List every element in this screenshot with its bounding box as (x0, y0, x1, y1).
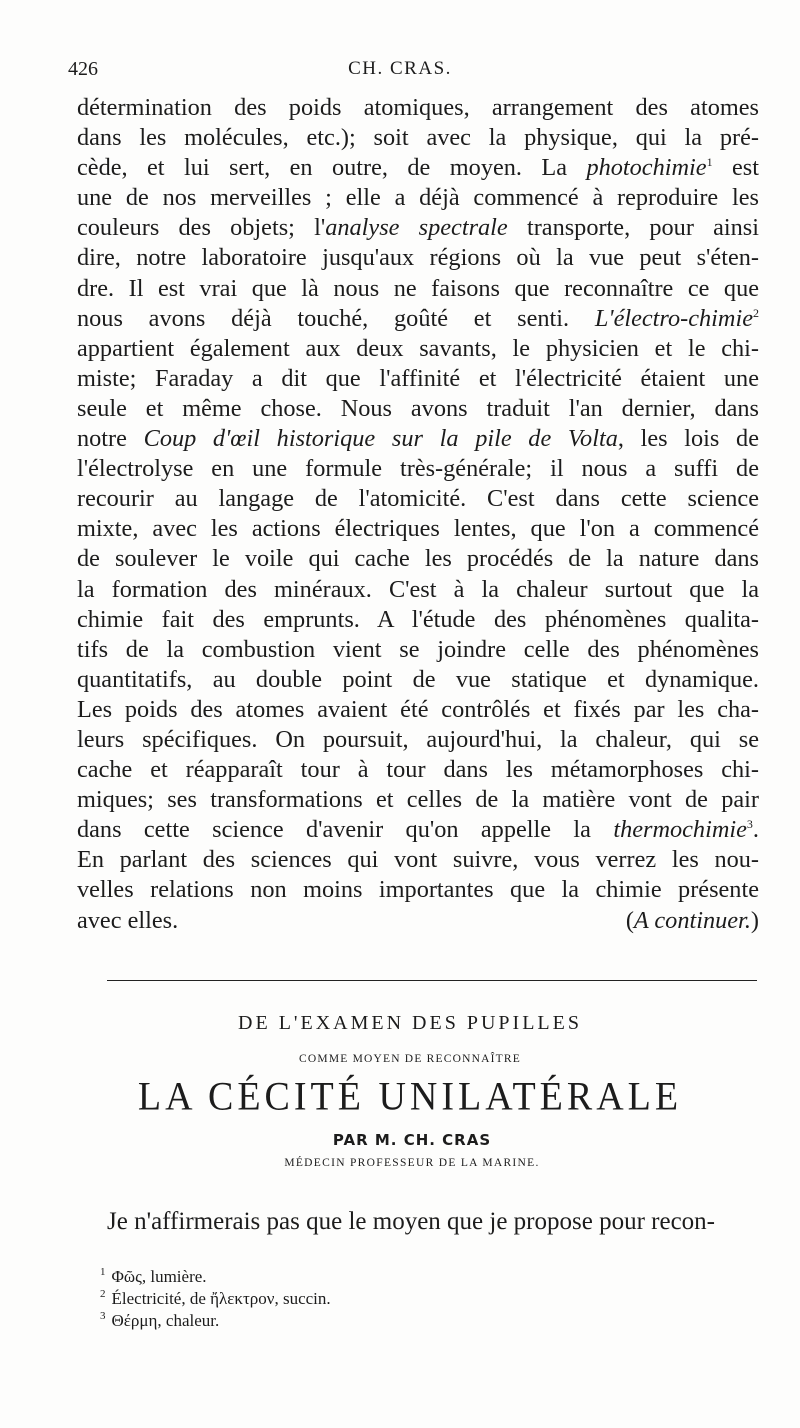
text-line: l'électrolyse en une formule très-générale; il nous a suffi de (77, 455, 759, 483)
text-line: de soulever le voile qui cache les procédés de la nature dans (77, 545, 759, 573)
text-line: couleurs des objets; l'analyse spectrale transporte, pour ainsi (77, 214, 760, 242)
text-line: dre. Il est vrai que là nous ne faisons que reconnaître ce que (77, 274, 759, 302)
article-author: PAR M. CH. CRAS (332, 1131, 492, 1149)
text-line: notre Coup d'œil historique sur la pile de Volta, les lois de (77, 425, 759, 453)
article-pretitle: DE L'EXAMEN DES PUPILLES (238, 1012, 582, 1034)
italic-term: photochimie (586, 154, 707, 182)
text-line: mixte, avec les actions électriques lentes, que l'on a commencé (77, 515, 759, 543)
italic-term: L'électro-chimie (594, 304, 753, 332)
author-role: MÉDECIN PROFESSEUR DE LA MARINE. (284, 1157, 540, 1169)
text-line: nous avons déjà touché, goûté et senti. L'électro-chimie$^2$ (77, 304, 759, 332)
footnote (100, 1266, 331, 1288)
italic-term: analyse spectrale (325, 214, 508, 242)
text-line: tifs de la combustion vient se joindre celle des phénomènes (77, 635, 759, 663)
footnote-text: Φῶς, lumière. (111, 1267, 207, 1286)
italic-term: thermochimie (613, 816, 747, 844)
text-line: dire, notre laboratoire jusqu'aux régions où la vue peut s'éten- (77, 244, 759, 272)
running-head (68, 58, 732, 88)
footnotes (100, 1266, 331, 1332)
continuation-note: (A continuer.) (625, 906, 759, 934)
footnote-mark: 1 (100, 1266, 106, 1279)
article-heading (0, 1012, 800, 1169)
article-title: LA CÉCITÉ UNILATÉRALE (137, 1074, 683, 1120)
text-line: miques; ses transformations et celles de la matière vont de pair (77, 786, 759, 814)
body-text (77, 93, 759, 936)
text-line: cache et réapparaît tour à tour dans les métamorphoses chi- (77, 756, 759, 784)
footnote-text: Électricité, de ἤλεκτρον, succin. (111, 1289, 331, 1308)
running-title: CH. CRAS. (348, 58, 452, 79)
text-line: une de nos merveilles ; elle a déjà commencé à reproduire les (77, 184, 759, 212)
text-line: quantitatifs, au double point de vue statique et dynamique. (77, 665, 759, 693)
text-line: Les poids des atomes avaient été contrôlés et fixés par les cha- (77, 695, 759, 723)
text-line: dans les molécules, etc.); soit avec la physique, qui la pré- (77, 124, 759, 152)
page-number: 426 (68, 58, 98, 80)
footnote-ref[interactable]: 2 (753, 305, 759, 320)
text-line: velles relations non moins importantes que la chimie présente (77, 876, 759, 904)
text-line: cède, et lui sert, en outre, de moyen. La photochimie$^1$ est (77, 154, 759, 182)
section-divider (107, 980, 757, 981)
text-line: leurs spécifiques. On poursuit, aujourd'hui, la chaleur, qui se (77, 725, 759, 753)
text-line: miste; Faraday a dit que l'affinité et l'électricité étaient une (77, 364, 759, 392)
text-line: chimie fait des emprunts. A l'étude des phénomènes qualita- (77, 605, 759, 633)
footnote-mark: 2 (100, 1288, 106, 1301)
footnote-mark: 3 (100, 1310, 106, 1323)
article-subtitle: COMME MOYEN DE RECONNAÎTRE (299, 1053, 521, 1065)
footnote-ref[interactable]: 1 (706, 155, 713, 170)
footnote-text: Θέρμη, chaleur. (111, 1311, 220, 1330)
text-line: En parlant des sciences qui vont suivre, vous verrez les nou- (77, 846, 759, 874)
text-line: dans cette science d'avenir qu'on appelle la thermochimie$^3$. (77, 816, 759, 844)
text-line: avec elles. (A continuer.) (77, 906, 759, 936)
footnote (100, 1288, 331, 1310)
text-line: la formation des minéraux. C'est à la chaleur surtout que la (77, 575, 759, 603)
text-line: seule et même chose. Nous avons traduit l'an dernier, dans (77, 394, 759, 422)
article-first-line: Je n'affirmerais pas que le moyen que je propose pour recon- (107, 1208, 715, 1235)
text-line: appartient également aux deux savants, le physicien et le chi- (77, 334, 759, 362)
text-line: détermination des poids atomiques, arrangement des atomes (77, 94, 759, 121)
italic-title: Coup d'œil historique sur la pile de Volta (143, 425, 618, 453)
footnote (100, 1310, 331, 1332)
footnote-ref[interactable]: 3 (746, 817, 753, 832)
text-line: recourir au langage de l'atomicité. C'est dans cette science (77, 485, 759, 513)
